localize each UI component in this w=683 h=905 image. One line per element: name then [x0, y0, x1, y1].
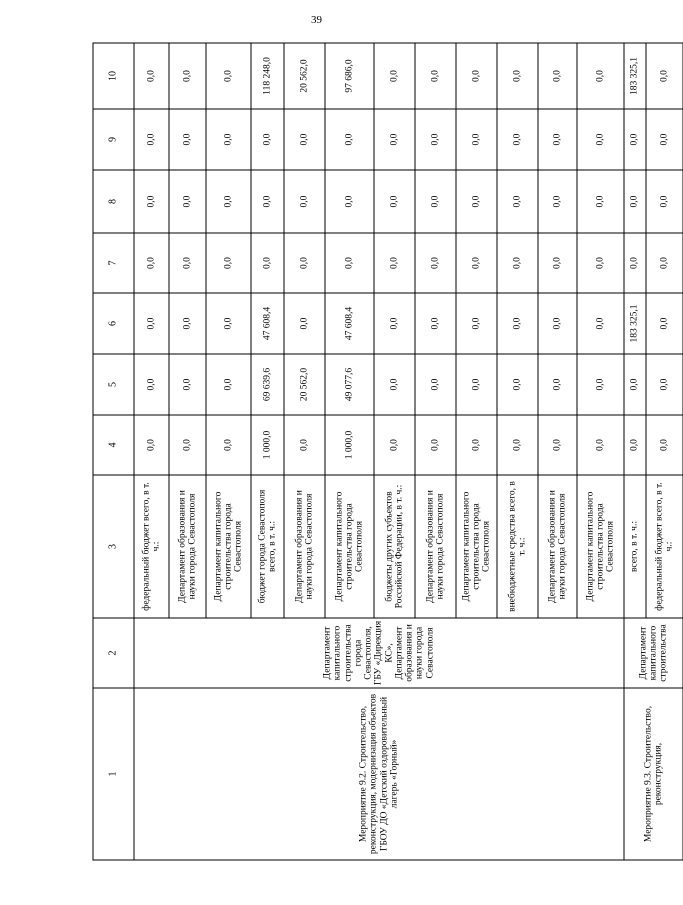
value-cell: 0,0	[169, 293, 206, 354]
value-cell: 0,0	[169, 43, 206, 109]
value-cell: 0,0	[251, 170, 284, 233]
value-cell: 0,0	[624, 170, 646, 233]
value-cell: 0,0	[646, 415, 683, 475]
table-row	[624, 43, 646, 860]
value-cell: 0,0	[374, 170, 415, 233]
value-cell: 0,0	[284, 293, 325, 354]
value-cell: 0,0	[169, 170, 206, 233]
funding-source-cell: федеральный бюджет всего, в т. ч.:	[134, 475, 169, 618]
value-cell: 0,0	[169, 233, 206, 293]
value-cell: 0,0	[646, 354, 683, 415]
value-cell: 0,0	[169, 415, 206, 475]
value-cell: 0,0	[624, 109, 646, 170]
value-cell: 49 077,6	[325, 354, 374, 415]
funding-source-cell: всего, в т. ч.:	[624, 475, 646, 618]
value-cell: 0,0	[415, 43, 456, 109]
value-cell: 0,0	[415, 109, 456, 170]
measure-title: Мероприятие 9.3. Строительство, реконструкция,	[624, 688, 683, 860]
value-cell: 20 562,0	[284, 354, 325, 415]
value-cell: 0,0	[206, 233, 251, 293]
value-cell: 0,0	[134, 354, 169, 415]
value-cell: 0,0	[134, 233, 169, 293]
measure-title: Мероприятие 9.2. Строительство, реконструкция, модернизация объектов ГБОУ ДО «Детский оздоровительный лагерь «Горный»	[134, 688, 624, 860]
value-cell: 0,0	[134, 43, 169, 109]
funding-source-cell: Департамент образования и науки города Севастополя	[284, 475, 325, 618]
page-number: 39	[311, 14, 322, 26]
value-cell: 0,0	[577, 233, 624, 293]
value-cell: 0,0	[624, 415, 646, 475]
value-cell: 0,0	[497, 354, 538, 415]
value-cell: 0,0	[538, 415, 577, 475]
value-cell: 0,0	[134, 170, 169, 233]
value-cell: 0,0	[374, 109, 415, 170]
value-cell: 0,0	[251, 109, 284, 170]
value-cell: 97 686,0	[325, 43, 374, 109]
value-cell: 0,0	[374, 43, 415, 109]
value-cell: 0,0	[646, 293, 683, 354]
value-cell: 0,0	[134, 109, 169, 170]
value-cell: 0,0	[624, 354, 646, 415]
value-cell: 0,0	[415, 415, 456, 475]
executors-cell: Департамент капитального строительства	[624, 618, 683, 688]
column-header: 2	[93, 618, 134, 688]
column-header: 6	[93, 293, 134, 354]
value-cell: 0,0	[206, 293, 251, 354]
value-cell: 0,0	[134, 293, 169, 354]
funding-source-cell: Департамент капитального строительства города Севастополя	[206, 475, 251, 618]
value-cell: 0,0	[374, 354, 415, 415]
value-cell: 0,0	[325, 170, 374, 233]
value-cell: 0,0	[169, 354, 206, 415]
value-cell: 0,0	[284, 415, 325, 475]
column-header: 1	[93, 688, 134, 860]
value-cell: 0,0	[415, 354, 456, 415]
value-cell: 0,0	[206, 43, 251, 109]
value-cell: 0,0	[284, 170, 325, 233]
value-cell: 0,0	[646, 109, 683, 170]
value-cell: 0,0	[646, 170, 683, 233]
value-cell: 0,0	[456, 354, 497, 415]
value-cell: 0,0	[415, 170, 456, 233]
value-cell: 0,0	[538, 43, 577, 109]
value-cell: 0,0	[577, 170, 624, 233]
value-cell: 0,0	[374, 415, 415, 475]
value-cell: 0,0	[456, 293, 497, 354]
value-cell: 0,0	[456, 233, 497, 293]
value-cell: 0,0	[497, 170, 538, 233]
value-cell: 0,0	[206, 354, 251, 415]
value-cell: 0,0	[646, 43, 683, 109]
value-cell: 47 608,4	[325, 293, 374, 354]
value-cell: 69 639,6	[251, 354, 284, 415]
value-cell: 1 000,0	[251, 415, 284, 475]
value-cell: 0,0	[251, 233, 284, 293]
header-row	[93, 43, 134, 860]
column-header: 7	[93, 233, 134, 293]
value-cell: 0,0	[415, 293, 456, 354]
funding-source-cell: бюджеты других субъектов Российской Федерации, в т. ч.:	[374, 475, 415, 618]
value-cell: 0,0	[624, 233, 646, 293]
funding-source-cell: внебюджетные средства всего, в т. ч.:	[497, 475, 538, 618]
value-cell: 0,0	[456, 43, 497, 109]
value-cell: 0,0	[206, 415, 251, 475]
value-cell: 47 608,4	[251, 293, 284, 354]
value-cell: 0,0	[325, 233, 374, 293]
value-cell: 0,0	[497, 233, 538, 293]
value-cell: 0,0	[284, 109, 325, 170]
value-cell: 0,0	[538, 354, 577, 415]
column-header: 4	[93, 415, 134, 475]
funding-source-cell: федеральный бюджет всего, в т. ч.:	[646, 475, 683, 618]
value-cell: 0,0	[538, 109, 577, 170]
value-cell: 0,0	[646, 233, 683, 293]
column-header: 10	[93, 43, 134, 109]
funding-source-cell: Департамент образования и науки города Севастополя	[415, 475, 456, 618]
value-cell: 0,0	[284, 233, 325, 293]
value-cell: 0,0	[577, 293, 624, 354]
executors-cell: Департамент капитального строительства города Севастополя, ГБУ «Дирекция КС», Департамент образования и науки города Севастополя	[134, 618, 624, 688]
rotated-table-container	[92, 43, 674, 860]
value-cell: 0,0	[415, 233, 456, 293]
value-cell: 0,0	[325, 109, 374, 170]
column-header: 9	[93, 109, 134, 170]
value-cell: 20 562,0	[284, 43, 325, 109]
value-cell: 0,0	[497, 293, 538, 354]
value-cell: 0,0	[538, 170, 577, 233]
funding-source-cell: Департамент образования и науки города Севастополя	[538, 475, 577, 618]
value-cell: 0,0	[497, 415, 538, 475]
funding-source-cell: Департамент капитального строительства города Севастополя	[577, 475, 624, 618]
value-cell: 0,0	[577, 43, 624, 109]
value-cell: 0,0	[577, 354, 624, 415]
funding-source-cell: Департамент капитального строительства города Севастополя	[456, 475, 497, 618]
column-header: 5	[93, 354, 134, 415]
column-header: 3	[93, 475, 134, 618]
value-cell: 1 000,0	[325, 415, 374, 475]
value-cell: 0,0	[497, 109, 538, 170]
value-cell: 118 248,0	[251, 43, 284, 109]
value-cell: 0,0	[169, 109, 206, 170]
value-cell: 0,0	[374, 293, 415, 354]
column-header: 8	[93, 170, 134, 233]
value-cell: 0,0	[538, 293, 577, 354]
funding-table	[92, 42, 683, 860]
table-row	[134, 43, 169, 860]
value-cell: 0,0	[538, 233, 577, 293]
value-cell: 183 325,1	[624, 293, 646, 354]
funding-source-cell: Департамент образования и науки города Севастополя	[169, 475, 206, 618]
value-cell: 0,0	[456, 170, 497, 233]
value-cell: 0,0	[577, 415, 624, 475]
value-cell: 0,0	[206, 170, 251, 233]
value-cell: 0,0	[497, 43, 538, 109]
funding-source-cell: Департамент капитального строительства города Севастополя	[325, 475, 374, 618]
value-cell: 0,0	[374, 233, 415, 293]
value-cell: 0,0	[456, 415, 497, 475]
value-cell: 0,0	[456, 109, 497, 170]
value-cell: 0,0	[577, 109, 624, 170]
value-cell: 0,0	[134, 415, 169, 475]
value-cell: 0,0	[206, 109, 251, 170]
funding-source-cell: бюджет города Севастополя всего, в т. ч.:	[251, 475, 284, 618]
value-cell: 183 325,1	[624, 43, 646, 109]
